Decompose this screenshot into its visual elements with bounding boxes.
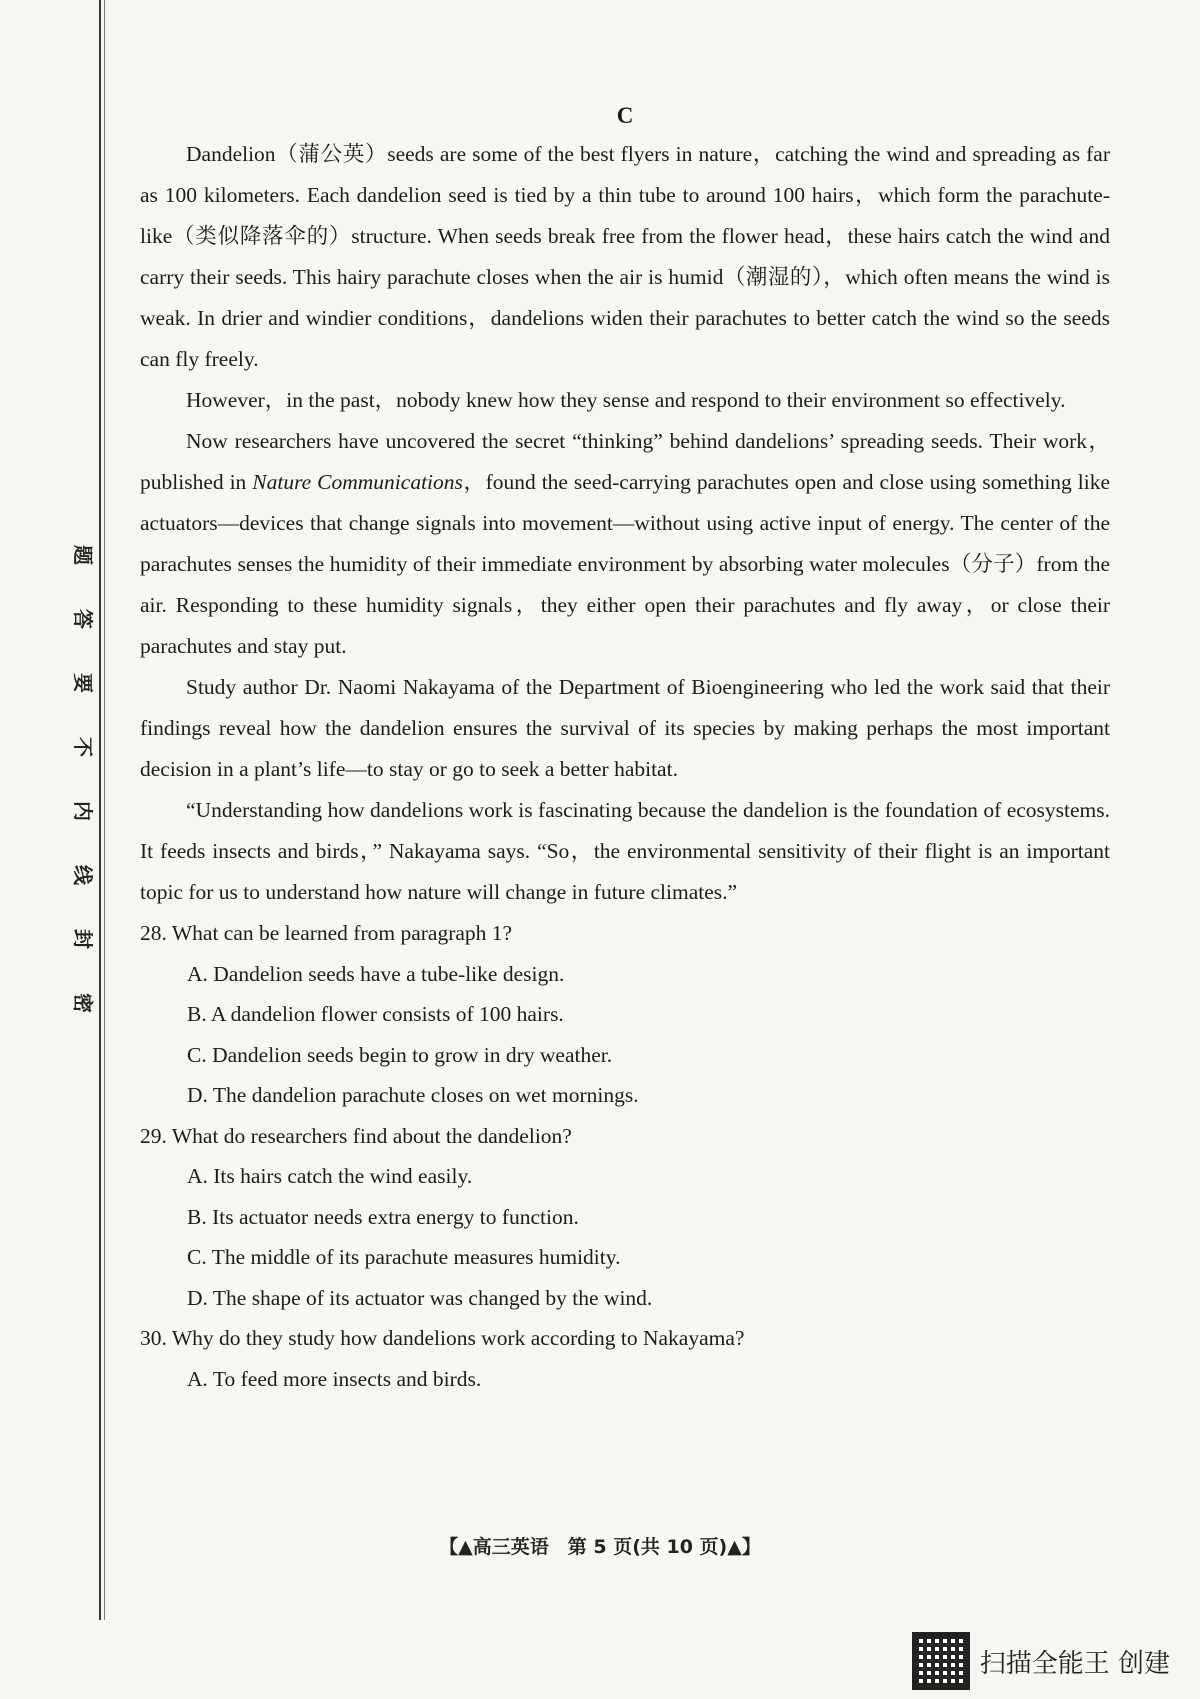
- journal-title: Nature Communications: [252, 470, 463, 494]
- question-stem: 30. Why do they study how dandelions work according to Nakayama?: [140, 1326, 745, 1350]
- qr-code-icon: [912, 1632, 970, 1690]
- paragraph-2: However，in the past，nobody knew how they sense and respond to their environment so effectively.: [186, 388, 1066, 412]
- answer-option: B. Its actuator needs extra energy to function.: [187, 1204, 579, 1229]
- scanner-label: 扫描全能王 创建: [979, 1648, 1170, 1679]
- paragraph-4: Study author Dr. Naomi Nakayama of the Department of Bioengineering who led the work said that their findings reveal how the dandelion ensures the survival of its species by making perhaps the most important decision in a plant’s life—to stay or go to seek a better habitat.: [140, 675, 1110, 781]
- binding-line-inner: [104, 0, 105, 1620]
- binding-char: 题: [71, 545, 95, 565]
- binding-strip-notice: [70, 545, 96, 1013]
- answer-option: D. The shape of its actuator was changed by the wind.: [187, 1285, 653, 1310]
- binding-char: 不: [71, 737, 95, 757]
- answer-option: B. A dandelion flower consists of 100 hairs.: [187, 1002, 564, 1026]
- scanner-watermark: [912, 1632, 1170, 1690]
- paragraph-3: [140, 421, 1110, 667]
- answer-option: C. The middle of its parachute measures humidity.: [187, 1245, 621, 1269]
- answer-option: A. To feed more insects and birds.: [187, 1366, 482, 1391]
- answer-option: A. Dandelion seeds have a tube-like design.: [187, 961, 565, 986]
- binding-char: 要: [71, 673, 95, 693]
- passage-content: [140, 96, 1110, 1399]
- answer-option: D. The dandelion parachute closes on wet mornings.: [187, 1083, 639, 1107]
- question-stem: 28. What can be learned from paragraph 1?: [140, 921, 513, 945]
- page-footer: 【▲高三英语 第 5 页(共 10 页)▲】: [439, 1536, 761, 1558]
- answer-option: A. Its hairs catch the wind easily.: [187, 1164, 473, 1188]
- question-29: [140, 1116, 1110, 1319]
- paragraph-3-part-2: ，found the seed-carrying parachutes open and close using something like actuators—devices that change signals into movement—without using active input of energy. The center of the parachutes senses the humidity of their immediate environment by absorbing water molecules（分子）from the air. Responding to these humidity signals，they either open their parachutes and fly away，or close their parachutes and stay put.: [140, 470, 1110, 658]
- paragraph-3-part-1: Now researchers have uncovered the secret “thinking” behind dandelions’ spreading seeds. Their work，published in: [140, 429, 1110, 494]
- binding-char: 封: [71, 929, 95, 949]
- answer-option: C. Dandelion seeds begin to grow in dry weather.: [187, 1042, 613, 1067]
- binding-char: 密: [71, 993, 95, 1013]
- binding-char: 内: [71, 801, 95, 821]
- section-label: C: [616, 103, 634, 128]
- paragraph-5: “Understanding how dandelions work is fascinating because the dandelion is the foundation of ecosystems. It feeds insects and birds，” Nakayama says. “So，the environmental sensitivity of their flight is an important topic for us to understand how nature will change in future climates.”: [140, 798, 1110, 904]
- binding-char: 线: [71, 865, 95, 885]
- question-stem: 29. What do researchers find about the dandelion?: [140, 1123, 572, 1148]
- paragraph-1: Dandelion（蒲公英）seeds are some of the best flyers in nature，catching the wind and spreading as far as 100 kilometers. Each dandelion seed is tied by a thin tube to around 100 hairs，which form the parachute-like（类似降落伞的）structure. When seeds break free from the flower head，these hairs catch the wind and carry their seeds. This hairy parachute closes when the air is humid（潮湿的），which often means the wind is weak. In drier and windier conditions，dandelions widen their parachutes to better catch the wind so the seeds can fly freely.: [140, 142, 1110, 371]
- binding-char: 答: [71, 609, 95, 629]
- question-28: [140, 913, 1110, 1116]
- binding-line: [99, 0, 101, 1620]
- question-30: [140, 1318, 1110, 1399]
